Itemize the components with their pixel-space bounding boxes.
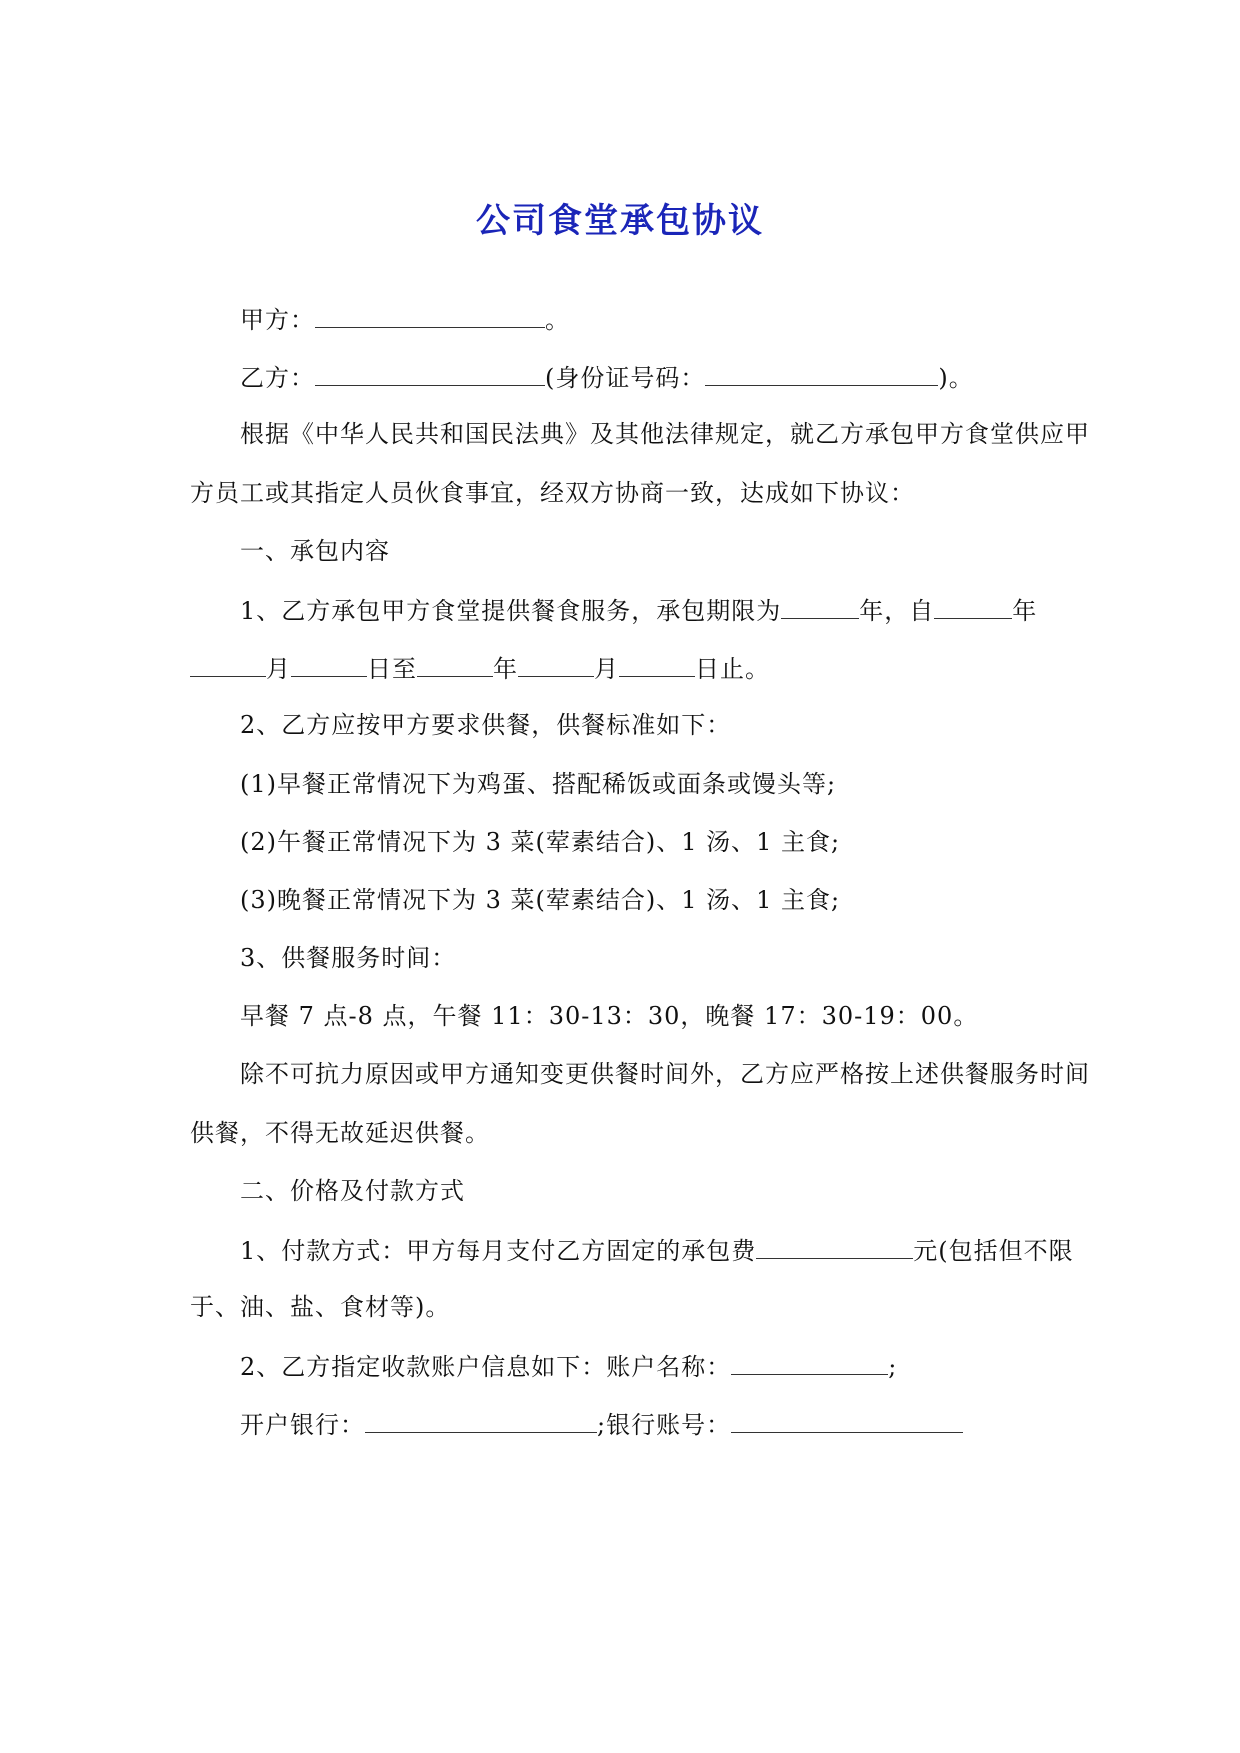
note-line-2: 供餐，不得无故延迟供餐。: [190, 1119, 490, 1147]
start-month-blank: [190, 650, 266, 677]
item-1-end-year: 年: [493, 655, 518, 683]
bank-blank: [365, 1406, 597, 1433]
item-1-day-to: 日至: [367, 655, 417, 683]
meal-times: 早餐 7 点-8 点，午餐 11：30-13：30，晚餐 17：30-19：00。: [240, 1002, 979, 1030]
party-a-label: 甲方：: [240, 306, 315, 334]
party-b-label: 乙方：: [240, 364, 315, 392]
start-day-blank: [291, 650, 367, 677]
account-name-blank: [731, 1348, 888, 1375]
section-1-heading: 一、承包内容: [240, 537, 390, 565]
document-title: 公司食堂承包协议: [476, 201, 764, 241]
party-b-id-blank: [705, 359, 938, 386]
meal-standard-dinner: (3)晚餐正常情况下为 3 菜(荤素结合)、1 汤、1 主食;: [240, 886, 841, 914]
party-a-end: 。: [545, 306, 570, 334]
party-a-line: [240, 301, 570, 337]
section-2-heading: 二、价格及付款方式: [240, 1177, 465, 1205]
bank-line: [240, 1406, 963, 1442]
item-1-month: 月: [266, 655, 291, 683]
item-1-text: 1、乙方承包甲方食堂提供餐食服务，承包期限为: [240, 597, 782, 625]
start-year-blank: [934, 592, 1012, 619]
end-year-blank: [417, 650, 493, 677]
payment-text: 1、付款方式：甲方每月支付乙方固定的承包费: [240, 1237, 757, 1265]
end-day-blank: [619, 650, 695, 677]
party-b-blank: [315, 359, 545, 386]
account-number-blank: [731, 1406, 963, 1433]
account-info-text: 2、乙方指定收款账户信息如下：账户名称：: [240, 1353, 732, 1381]
meal-standard-breakfast: (1)早餐正常情况下为鸡蛋、搭配稀饭或面条或馒头等;: [240, 770, 837, 798]
item-3: 3、供餐服务时间：: [240, 944, 457, 972]
item-1-line-2: [190, 650, 1105, 686]
term-years-blank: [781, 592, 859, 619]
note-line-1: 除不可抗力原因或甲方通知变更供餐时间外，乙方应严格按上述供餐服务时间: [240, 1060, 1090, 1088]
party-b-id-label: (身份证号码：: [545, 364, 706, 392]
payment-includes: 元(包括但不限: [913, 1237, 1074, 1265]
item-2: 2、乙方应按甲方要求供餐，供餐标准如下：: [240, 711, 732, 739]
end-month-blank: [518, 650, 594, 677]
meal-standard-lunch: (2)午餐正常情况下为 3 菜(荤素结合)、1 汤、1 主食;: [240, 828, 841, 856]
payment-line-1: [240, 1232, 1074, 1268]
party-a-blank: [315, 301, 545, 328]
monthly-fee-blank: [756, 1232, 913, 1259]
item-1-end-month: 月: [594, 655, 619, 683]
item-1-end: 日止。: [695, 655, 770, 683]
bank-label: 开户银行：: [240, 1411, 365, 1439]
account-number-label: ;银行账号：: [597, 1411, 732, 1439]
payment-line-2: 于、油、盐、食材等)。: [190, 1293, 451, 1321]
item-1-year-from: 年，自: [859, 597, 935, 625]
item-1-year: 年: [1012, 597, 1038, 625]
intro-line-1: 根据《中华人民共和国民法典》及其他法律规定，就乙方承包甲方食堂供应甲: [240, 420, 1090, 448]
account-info-line: [240, 1348, 897, 1384]
party-b-end: )。: [938, 364, 974, 392]
party-b-line: [240, 359, 974, 395]
account-info-end: ;: [888, 1353, 898, 1381]
item-1-line-1: [240, 592, 1037, 628]
intro-line-2: 方员工或其指定人员伙食事宜，经双方协商一致，达成如下协议：: [190, 479, 915, 507]
